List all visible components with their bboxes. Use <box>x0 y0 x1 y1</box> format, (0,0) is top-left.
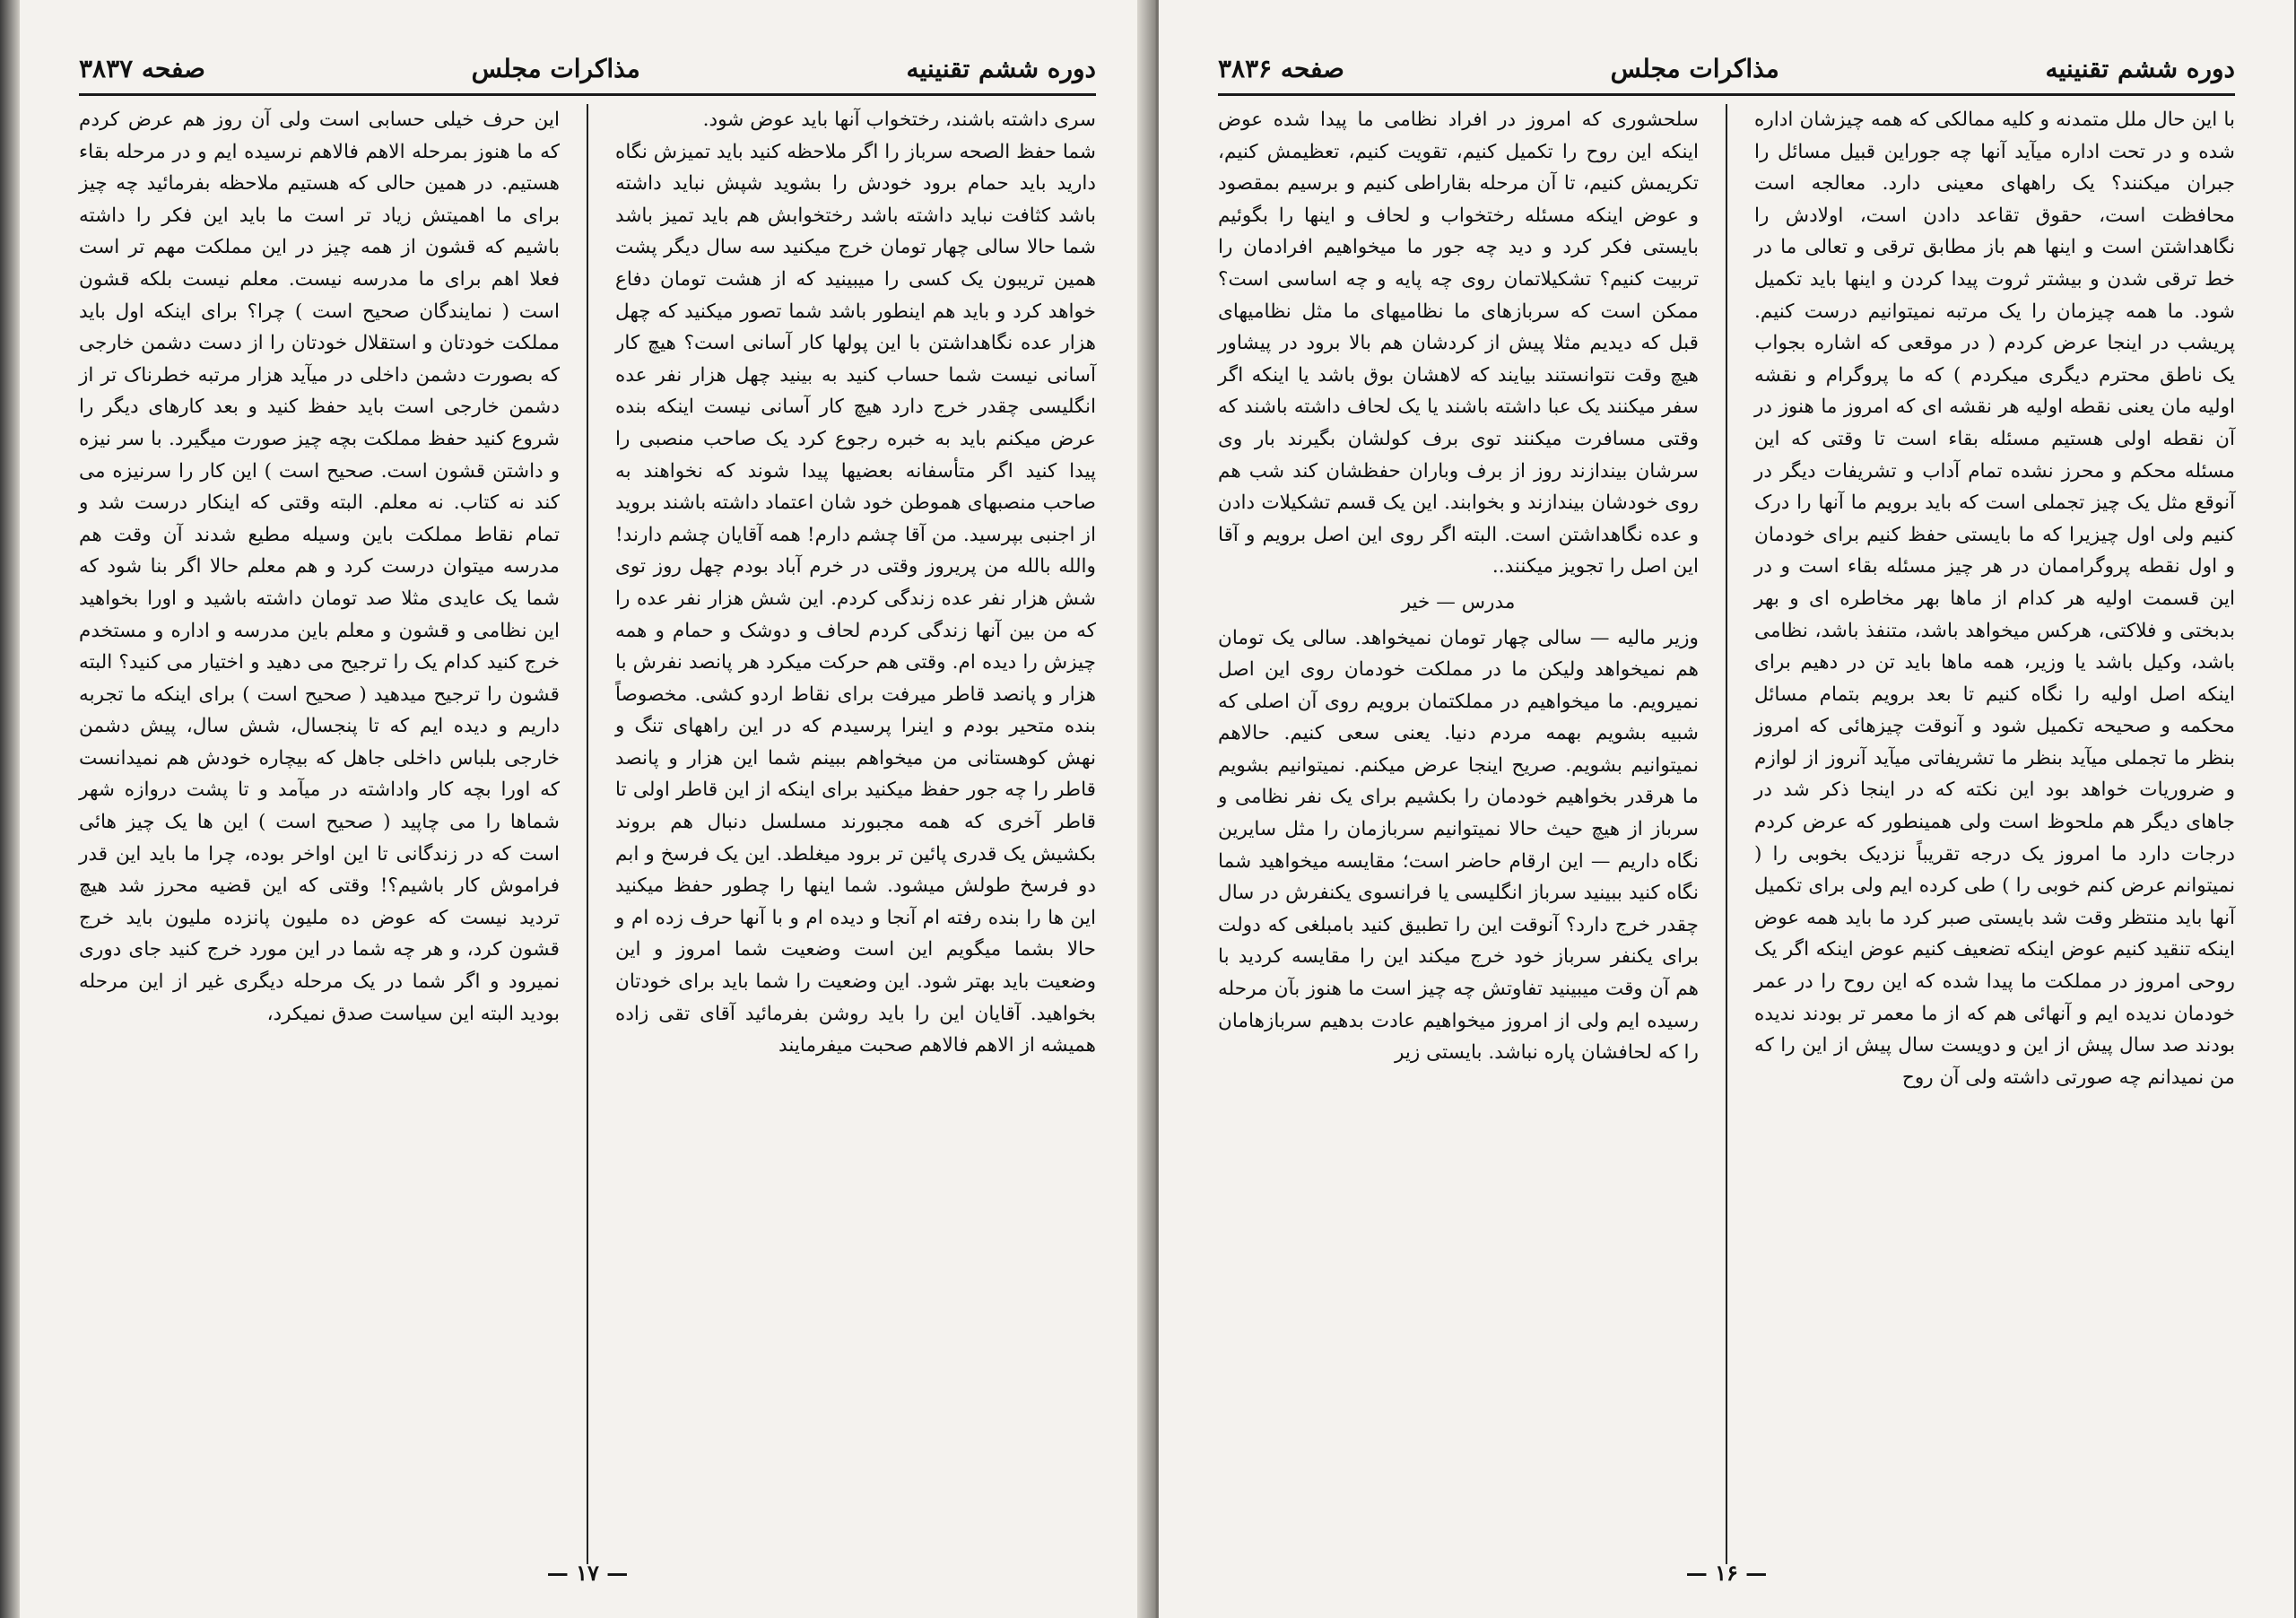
paragraph: شما حفظ الصحه سرباز را اگر ملاحظه کنید باید تمیزش نگاه دارید باید حمام برود خودش را بشوید شپش نباید داشته باشد کثافت نباید داشته باشد رختخوابش هم باید تمیز باشد شما حالا سالی چهار تومان خرج میکنید سه سال دیگر پشت همین تریبون یک کسی را میبینید که از هشت تومان دفاع خواهد کرد و باید هم اینطور باشد شما تصور میکنید که چهل هزار عده نگاهداشتن با این پولها کار آسانی است؟ هیچ کار آسانی نیست شما حساب کنید به بینید چهل هزار نفر عده انگلیسی چقدر خرج دارد هیچ کار آسانی نیست اینکه بنده عرض میکنم باید به خبره رجوع کرد یک صاحب منصبی را پیدا کنید اگر متأسفانه بعضیها پیدا شوند که نخواهند به صاحب منصبهای هموطن خود شان اعتماد داشته باشند بروید از اجنبی بپرسید. من آقا چشم دارم! همه آقایان چشم دارند! والله بالله من پریروز وقتی در خرم آباد بودم چهل روز توی شش هزار نفر عده زندگی کردم. این شش هزار نفر عده را که من بین آنها زندگی کردم لحاف و دوشک و حمام و همه چیزش را دیده ام. وقتی هم حرکت میکرد هر پانصد نفرش با هزار و پانصد قاطر میرفت برای نقاط اردو کشی. مخصوصاً بنده متحیر بودم و اینرا پرسیدم که در این راههای تنگ و نهش کوهستانی من میخواهم ببینم شما این هزار و پانصد قاطر را چه جور حفظ میکنید برای اینکه از این قاطر اولی تا قاطر آخری که همه مجبورند مسلسل دنبال هم بروند بکشیش یک قدری پائین تر برود میغلطد. این یک فرسخ و ابم دو فرسخ طولش میشود. شما اینها را چطور حفظ میکنید این ها را بنده رفته ام آنجا و دیده ام و با آنها حرف زده ام و حالا بشما میگویم این است وضعیت شما امروز و این وضعیت باید بهتر شود. این وضعیت را شما باید برای خودتان بخواهید. آقایان این را باید روشن بفرمائید آقای تقی زاده همیشه از الاهم فالاهم صحبت میفرمایند <box>615 140 1096 1057</box>
page-header <box>1218 47 2235 90</box>
session-title: دوره ششم تقنینیه <box>906 53 1096 83</box>
column-divider <box>1726 104 1727 1564</box>
column-left <box>79 104 560 1564</box>
text-columns <box>1218 104 2235 1564</box>
paragraph: با این حال ملل متمدنه و کلیه ممالکی که همه چیزشان اداره شده و در تحت اداره میآید آنها چه جوراین قبیل مسائل را جبران میکنند؟ یک راههای معینی دارد. معالجه است محافظت است، حقوق تقاعد دادن است، اولادش را نگاهداشتن است و اینها هم باز مطابق ترقی و تعالی ما در خط ترقی شدن و بیشتر ثروت پیدا کردن و اینها باید تکمیل شود. ما همه چیزمان را یک مرتبه نمیتوانیم درست کنیم. پریشب در اینجا عرض کردم ( در موقعی که اشاره بجواب یک ناطق محترم دیگری میکردم ) که ما پروگرام و نقشه اولیه مان یعنی نقطه اولیه هر نقشه ای که امروز ما هنوز در آن نقطه اولی هستیم مسئله بقاء است تا وقتی که این مسئله محکم و محرز نشده تمام آداب و تشریفات دیگر در آنوقع مثل یک چیز تجملی است که باید برویم ما آنها را درک کنیم ولی اول چیزیرا که ما بایستی حفظ کنیم برای خودمان و اول نقطه پروگراممان در هر چیز مسئله بقاء است و در این قسمت اولیه هر کدام از ماها بهر مخاطره ای و بهر بدبختی و فلاکتی، هرکس میخواهد باشد، متنفذ باشد، نظامی باشد، وکیل باشد یا وزیر، همه ماها باید تن در دهیم برای اینکه اصل اولیه را نگاه کنیم تا بعد برویم بتمام مسائل محکمه و صحیحه تکمیل شود و آنوقت چیزهائی که امروز بنظر ما تجملی میآید بنظر ما تشریفاتی میآید آنروز از لوازم و ضروریات خواهد بود این نکته که در اینجا ذکر شد در جاهای دیگر هم ملحوظ است ولی همینطور که عرض کردم درجات دارد ما امروز یک درجه تقریباً نزدیک بخوبی را ( نمیتوانم عرض کنم خوبی را ) طی کرده ایم ولی برای تکمیل آنها باید منتظر وقت شد بایستی صبر کرد ما باید همه عوض اینکه تنقید کنیم عوض اینکه تضعیف کنیم عوض اینکه اگر یک روحی امروز در مملکت ما پیدا شده که این روح را در عمر خودمان ندیده ایم و آنهائی هم که از ما معمر تر بودند ندیده بودند صد سال پیش از این و دویست سال پیش از این را که من نمیدانم چه صورتی داشته ولی آن روح <box>1754 109 2235 1089</box>
publication-title: مذاکرات مجلس <box>471 53 640 83</box>
paragraph: سری داشته باشند، رختخواب آنها باید عوض شود. <box>702 109 1096 131</box>
page-number-label: صفحه ۳۸۳۶ <box>1218 53 1344 83</box>
paragraph: سلحشوری که امروز در افراد نظامی ما پیدا شده عوض اینکه این روح را تکمیل کنیم، تقویت کنیم، تعظیمش کنیم، تکریمش کنیم، تا آن مرحله بقاراطی کنیم و برسیم بمقصود و عوض اینکه مسئله رختخواب و لحاف و اینها را بگوئیم بایستی فکر کرد و دید چه جور ما میخواهیم افرادمان را تربیت کنیم؟ تشکیلاتمان روی چه پایه و چه اساسی است؟ ممکن است که سربازهای ما نظامیهای ما مثل نظامیهای قبل که دیدیم مثلا پیش از کردشان هم بالا برود در پیشاور هیچ وقت نتوانستند بیایند که لاهشان بوق باشد یا اینکه اگر سفر میکنند یک عبا داشته باشند یا یک لحاف داشته باشند که وقتی مسافرت میکنند توی برف کولشان بگیرند بار وی سرشان بیندازند روز از برف وباران حفظشان کند شب هم روی خودشان بیندازند و بخوابند. این یک قسم تشکیلات دادن و عده نگاهداشتن است. البته اگر روی این اصل برویم و آقا این اصل را تجویز میکنند.. <box>1218 109 1699 578</box>
page-3836 <box>1159 0 2294 1618</box>
page-footer-number: — ۱۷ — <box>546 1560 629 1586</box>
page-3837 <box>20 0 1155 1618</box>
column-right <box>1754 104 2235 1564</box>
publication-title: مذاکرات مجلس <box>1610 53 1779 83</box>
paragraph: وزیر مالیه — سالی چهار تومان نمیخواهد. سالی یک تومان هم نمیخواهد ولیکن ما در مملکت خودمان روی این اصل نمیرویم. ما میخواهیم در مملکتمان برویم روی آن اصلی که شبیه بشویم بهمه مردم دنیا. یعنی سعی کنیم. حالاهم نمیتوانیم بشویم. صریح اینجا عرض میکنم. نمیتوانیم بشویم ما هرقدر بخواهیم خودمان را بکشیم برای یک نفر نظامی و سرباز از هیچ حیث حالا نمیتوانیم سربازمان را مثل سایرین نگاه داریم — این ارقام حاضر است؛ مقایسه میخواهید شما نگاه کنید ببینید سرباز انگلیسی یا فرانسوی یکنفرش در سال چقدر خرج دارد؟ آنوقت این را تطبیق کنید بامبلغی که دولت برای یکنفر سرباز خود خرج میکند این را مقایسه کردید با هم آن وقت میبینید تفاوتش چه چیز است ما هنوز بآن مرحله رسیده ایم ولی از امروز میخواهیم عادت بدهیم سربازهامان را که لحافشان پاره نباشد. بایستی زیر <box>1218 626 1699 1065</box>
page-number-label: صفحه ۳۸۳۷ <box>79 53 205 83</box>
column-left <box>1218 104 1699 1564</box>
page-footer-number: — ۱۶ — <box>1685 1560 1768 1586</box>
page-header <box>79 47 1096 90</box>
book-edge-left <box>0 0 20 1618</box>
column-right <box>615 104 1096 1564</box>
paragraph: این حرف خیلی حسابی است ولی آن روز هم عرض کردم که ما هنوز بمرحله الاهم فالاهم نرسیده ایم و در مرحله بقاء هستیم. در همین حالی که هستیم ملاحظه بفرمائید چه چیز برای ما اهمیتش زیاد تر است ما باید این فکر را داشته باشیم که قشون از همه چیز در این مملکت مهم تر است فعلا اهم برای ما مدرسه نیست. معلم نیست بلکه قشون است ( نمایندگان صحیح است ) چرا؟ برای اینکه اول باید مملکت خودتان و استقلال خودتان را از دست دشمن خارجی که بصورت دشمن داخلی در میآید هزار مرتبه خطرناک تر از دشمن خارجی است باید حفظ کنید و بعد کارهای دیگر را شروع کنید حفظ مملکت بچه چیز صورت میگیرد. با سر نیزه و داشتن قشون است. صحیح است ) این کار را سرنیزه می کند نه کتاب. نه معلم. البته وقتی که اینکار درست شد و تمام نقاط مملکت باین وسیله مطیع شدند آن وقت هم مدرسه میتوان درست کرد و هم معلم حالا اگر بنا شود که شما یک عایدی مثلا صد تومان داشته باشید و اورا بخواهید این نظامی و قشون و معلم باین مدرسه و اداره و مستخدم خرج کنید کدام یک را ترجیح می دهید و اختیار می کنید؟ البته قشون را ترجیح میدهید ( صحیح است ) برای اینکه ما تجربه داریم و دیده ایم که تا پنجسال، شش سال، پیش دشمن خارجی بلباس داخلی جاهل که بیچاره خودش هم نمیدانست که اورا بچه کار واداشته در میآمد و تا پشت دروازه شهر شماها را می چاپید ( صحیح است ) این ها یک چیز هائی است که در زندگانی تا این اواخر بوده، چرا ما باید این قدر فراموش کار باشیم؟! وقتی که این قضیه محرز شد هیچ تردید نیست که عوض ده ملیون پانزده ملیون باید خرج قشون کرد، و هر چه شما در این مورد خرج کنید جای دوری نمیرود و اگر شما در یک مرحله دیگری غیر از این مرحله بودید البته این سیاست صدق نمیکرد، <box>79 109 560 1025</box>
column-divider <box>587 104 588 1564</box>
header-rule <box>1218 93 2235 96</box>
header-rule <box>79 93 1096 96</box>
session-title: دوره ششم تقنینیه <box>2045 53 2235 83</box>
speaker-interjection: مدرس — خیر <box>1401 590 1516 613</box>
text-columns <box>79 104 1096 1564</box>
